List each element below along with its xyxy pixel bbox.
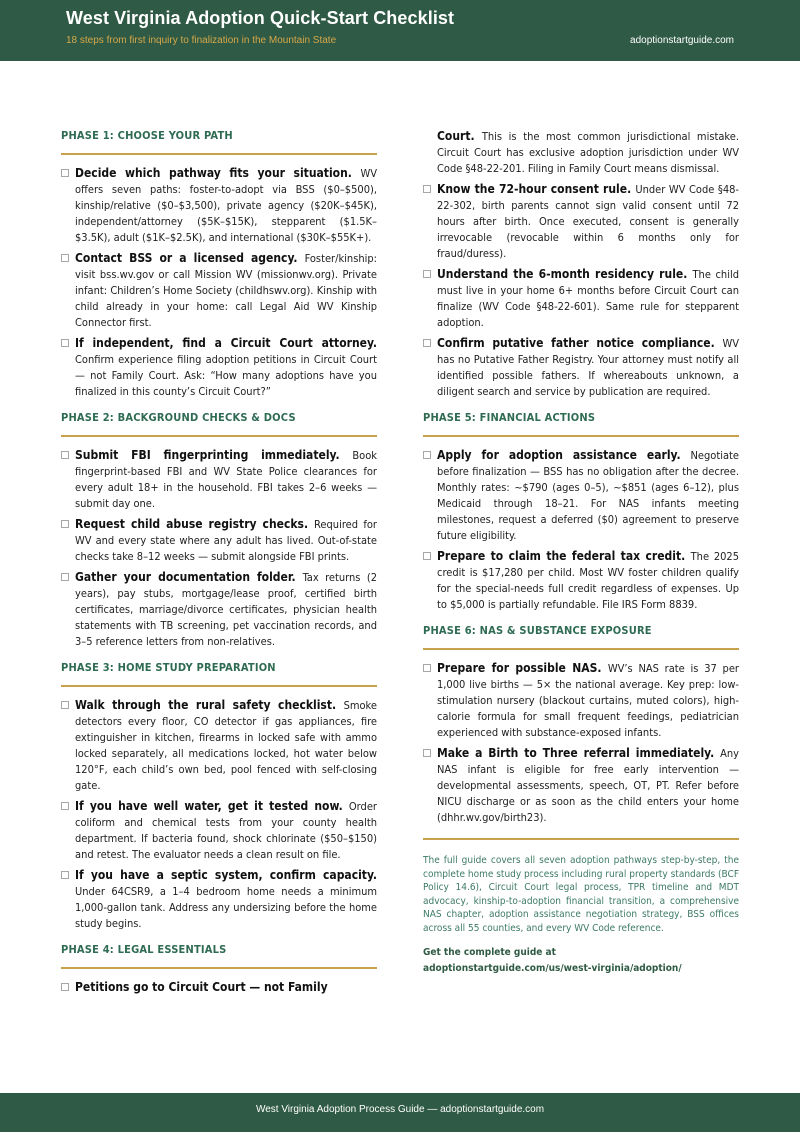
cta-link[interactable]: adoptionstartguide.com/us/west-virginia/adoption/ [423, 963, 682, 974]
item-heading: Contact BSS or a licensed agency. [75, 251, 305, 265]
page-subtitle: 18 steps from first inquiry to finalization in the Mountain State [66, 35, 337, 46]
item-body: Tax returns (2 years), pay stubs, mortgage/lease proof, certified birth certificates, marriage/divorce certificates, physician health statements with TB screening, pet vaccination records, and 3–5 reference letters from non-relatives. [75, 571, 378, 648]
checkbox[interactable] [61, 573, 69, 581]
header-site-link[interactable]: adoptionstartguide.com [630, 35, 734, 46]
phase-5-heading: PHASE 5: FINANCIAL ACTIONS [423, 410, 739, 437]
item-heading: Court. [437, 129, 482, 143]
item-body: WV offers seven paths: foster-to-adopt via BSS ($0–$500), kinship/relative ($0–$3,500), private agency ($20K–$45K), independent/attorney ($5K–$15K), stepparent ($1.5K–$3.5K), adult ($1K–$2.5K), and international ($30K–$55K+). [75, 167, 377, 244]
item-heading: Make a Birth to Three referral immediately. [437, 746, 721, 760]
item-body: WV’s NAS rate is 37 per 1,000 live births — 5× the national average. Key prep: low-stimulation nursery (blackout curtains, muted colors), high-calorie formula for small frequent feedings, pediatrician experienced with substance-exposed infants. [437, 662, 739, 739]
item-heading: Decide which pathway fits your situation. [75, 166, 361, 180]
item-heading: Gather your documentation folder. [75, 570, 303, 584]
phase-2-section [61, 410, 377, 650]
item-body: Under WV Code §48-22-302, birth parents cannot sign valid consent until 72 hours after birth. Once executed, consent is generally irrevocable (revocable within 6 months only for fraud/duress). [437, 183, 740, 260]
phase-5-section [423, 410, 739, 613]
item-heading: Prepare for possible NAS. [437, 661, 608, 675]
checkbox[interactable] [423, 749, 431, 757]
page-title: West Virginia Adoption Quick-Start Checklist [66, 8, 455, 28]
checklist-item [423, 548, 739, 613]
footer-text: West Virginia Adoption Process Guide — adoptionstartguide.com [255, 1104, 545, 1115]
item-heading: Walk through the rural safety checklist. [75, 698, 344, 712]
checklist-item [61, 798, 377, 863]
item-heading: If you have a septic system, confirm capacity. [75, 868, 377, 882]
checkbox[interactable] [423, 185, 431, 193]
phase-3-heading: PHASE 3: HOME STUDY PREPARATION [61, 660, 377, 687]
checklist-item [423, 181, 739, 262]
checklist-item [61, 979, 377, 996]
checkbox[interactable] [423, 339, 431, 347]
phase-4-section [61, 942, 377, 996]
item-body: Under 64CSR9, a 1–4 bedroom home needs a minimum 1,000-gallon tank. Address any undersizing before the home study begins. [75, 885, 377, 930]
phase-6-heading: PHASE 6: NAS & SUBSTANCE EXPOSURE [423, 623, 739, 650]
phase-2-heading: PHASE 2: BACKGROUND CHECKS & DOCS [61, 410, 377, 437]
checkbox[interactable] [61, 451, 69, 459]
checklist-item [423, 660, 739, 741]
checklist-item [61, 569, 377, 650]
phase-6-section [423, 623, 739, 826]
checkbox[interactable] [61, 339, 69, 347]
item-heading: Petitions go to Circuit Court — not Family [75, 980, 328, 994]
item-heading: Understand the 6-month residency rule. [437, 267, 693, 281]
checkbox[interactable] [61, 983, 69, 991]
page-footer [0, 1093, 800, 1132]
divider [423, 838, 739, 840]
checklist-item [61, 516, 377, 565]
checklist-item [423, 745, 739, 826]
checkbox[interactable] [61, 520, 69, 528]
checkbox[interactable] [61, 254, 69, 262]
item-heading: Confirm putative father notice compliance. [437, 336, 723, 350]
item-body: Book fingerprint-based FBI and WV State Police clearances for every adult 18+ in the household. FBI takes 2–6 weeks — submit day one. [75, 449, 377, 510]
checkbox[interactable] [61, 871, 69, 879]
checklist-item [61, 697, 377, 794]
checkbox[interactable] [61, 169, 69, 177]
item-heading: Know the 72-hour consent rule. [437, 182, 636, 196]
item-body: The child must live in your home 6+ months before Circuit Court can finalize (WV Code §48-22-601). Same rule for stepparent adoption. [437, 268, 739, 329]
checklist-item [423, 266, 739, 331]
page-header [0, 0, 800, 61]
cta-block [423, 945, 739, 977]
checkbox[interactable] [423, 664, 431, 672]
checkbox[interactable] [61, 802, 69, 810]
item-heading: If independent, find a Circuit Court attorney. [75, 336, 377, 350]
item-body: Foster/kinship: visit bss.wv.gov or call Mission WV (missionwv.org). Private infant: Children’s Home Society (childhswv.org). Kinship with child already in your home: call Legal Aid WV Kinship Connector first. [75, 252, 377, 329]
checkbox[interactable] [61, 701, 69, 709]
left-column [61, 128, 377, 1006]
item-heading: Request child abuse registry checks. [75, 517, 315, 531]
item-body: Order coliform and chemical tests from your county health department. If bacteria found, shock chlorinate ($50–$150) and retest. The evaluator needs a clean result on file. [75, 800, 377, 861]
cta-label: Get the complete guide at [423, 947, 556, 958]
right-column [423, 128, 739, 977]
checklist-item [61, 165, 377, 246]
item-body: This is the most common jurisdictional mistake. Circuit Court has exclusive adoption jurisdiction under WV Code §48-22-201. Filing in Family Court means dismissal. [437, 130, 739, 175]
checklist-item [61, 250, 377, 331]
checklist-item [423, 447, 739, 544]
checklist-item [61, 335, 377, 400]
checkbox[interactable] [423, 451, 431, 459]
item-body: WV has no Putative Father Registry. Your attorney must notify all identified possible fathers. If whereabouts unknown, a diligent search and service by publication are required. [437, 337, 739, 398]
item-heading: Submit FBI fingerprinting immediately. [75, 448, 353, 462]
item-body: Smoke detectors every floor, CO detector if gas appliances, fire extinguisher in kitchen, firearms in locked safe with ammo locked separately, all medications locked, hot water below 120°F, each child’s own bed, pool fenced with self-closing gate. [75, 699, 377, 792]
promo-text: The full guide covers all seven adoption pathways step-by-step, the complete home study process including rural property standards (BCF Policy 14.6), Circuit Court legal process, TPR timeline and MDT advocacy, kinship-to-adoption financial transition, a comprehensive NAS chapter, adoption assistance negotiation strategy, BSS offices across all 55 counties, and every WV Code reference. [423, 855, 740, 934]
phase-1-section [61, 128, 377, 400]
checklist-item [61, 867, 377, 932]
checkbox[interactable] [423, 552, 431, 560]
item-heading: Apply for adoption assistance early. [437, 448, 691, 462]
checkbox[interactable] [423, 270, 431, 278]
item-heading: If you have well water, get it tested now. [75, 799, 349, 813]
checklist-item-continued [423, 128, 739, 177]
item-body: Negotiate before finalization — BSS has no obligation after the decree. Monthly rates: ~$790 (ages 0–5), ~$851 (ages 6–12), plus Medicaid through 18–21. For NAS infants meeting milestones, request a deferred ($0) agreement to preserve future eligibility. [437, 449, 739, 542]
phase-1-heading: PHASE 1: CHOOSE YOUR PATH [61, 128, 377, 155]
phase-3-section [61, 660, 377, 932]
phase-4-continued [423, 128, 739, 400]
item-body: Any NAS infant is eligible for free early intervention — developmental assessments, speech, OT, PT. Refer before NICU discharge or as soon as the child enters your home (dhhr.wv.gov/birth23). [437, 747, 739, 824]
checklist-item [423, 335, 739, 400]
item-body: The 2025 credit is $17,280 per child. Most WV foster children qualify for the special-needs full credit regardless of expenses. Up to $5,000 is partially refundable. File IRS Form 8839. [437, 550, 739, 611]
item-heading: Prepare to claim the federal tax credit. [437, 549, 691, 563]
item-body: Confirm experience filing adoption petitions in Circuit Court — not Family Court. Ask: “How many adoptions have you finalized in this county’s Circuit Court?” [75, 353, 377, 398]
item-body: Required for WV and every state where any adult has lived. Out-of-state checks take 8–12 weeks — submit alongside FBI prints. [75, 518, 377, 563]
phase-4-heading: PHASE 4: LEGAL ESSENTIALS [61, 942, 377, 969]
checklist-item [61, 447, 377, 512]
